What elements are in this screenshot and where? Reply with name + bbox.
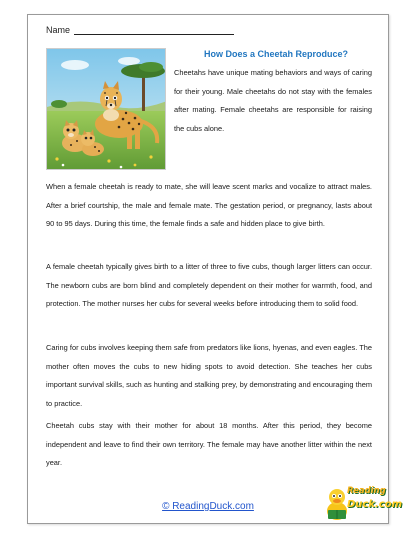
worksheet-title: How Does a Cheetah Reproduce? — [203, 49, 349, 59]
duck-icon — [325, 486, 349, 522]
cheetah-illustration — [46, 48, 166, 170]
logo-text-duck: Duck.com — [347, 499, 403, 510]
intro-paragraph: Cheetahs have unique mating behaviors and ways of caring for their young. Male cheetahs do not stay with the females after mating. Female cheetahs are responsible for raising the cubs alone. — [174, 68, 372, 133]
name-blank-line[interactable] — [74, 25, 234, 35]
name-row — [46, 25, 234, 35]
name-label: Name — [46, 25, 71, 35]
paragraph-litter: A female cheetah typically gives birth to a litter of three to five cubs, though larger litters can occur. The newborn cubs are born blind and completely dependent on their mother for warmth, food, and protection. The mother nurses her cubs for several weeks before introducing them to solid food. — [46, 262, 372, 309]
paragraph-caring: Caring for cubs involves keeping them safe from predators like lions, hyenas, and even eagles. The mother often moves the cubs to new hiding spots to avoid detection. She teaches her cubs important survival skills, such as hunting and stalking prey, by demonstrating and encouraging them to practice. — [46, 343, 372, 408]
readingduck-logo — [325, 485, 403, 523]
paragraph-independence: Cheetah cubs stay with their mother for about 18 months. After this period, they become independent and leave to find their own territory. The female may have another litter within the next year. — [46, 421, 372, 468]
logo-text-reading: Reading — [347, 486, 386, 496]
readingduck-link[interactable]: © ReadingDuck.com — [162, 501, 254, 512]
paragraph-mating: When a female cheetah is ready to mate, she will leave scent marks and vocalize to attract males. After a brief courtship, the male and female mate. The gestation period, or pregnancy, lasts about 90 to 95 days. During this time, the female finds a safe and hidden place to give birth. — [46, 182, 372, 229]
worksheet-page — [27, 14, 403, 524]
